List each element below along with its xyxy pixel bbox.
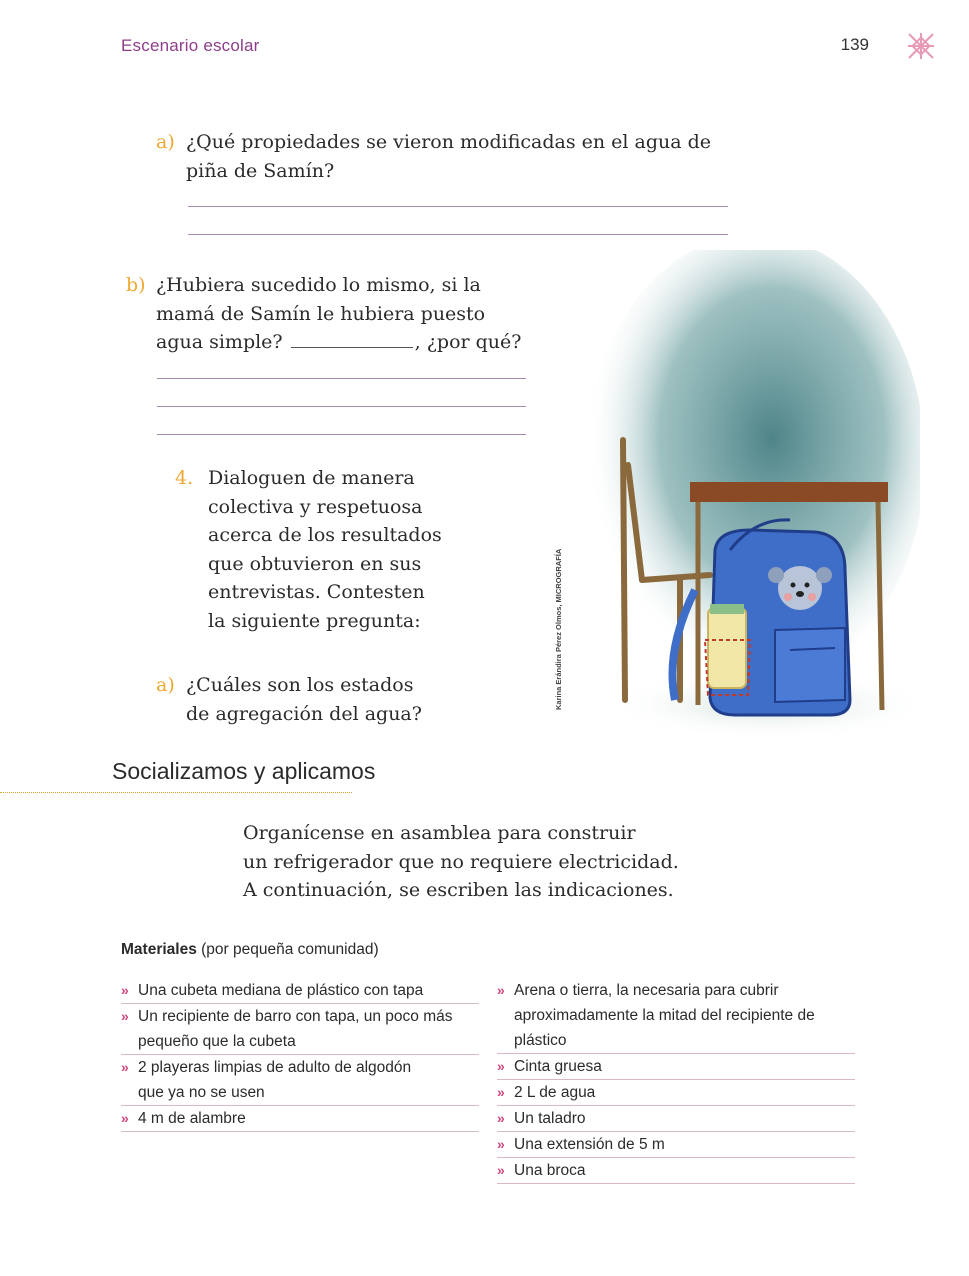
- material-item: » 2 L de agua: [497, 1080, 855, 1106]
- chevron-right-icon: »: [121, 1110, 129, 1126]
- chevron-right-icon: »: [121, 1059, 129, 1075]
- intro-line: un refrigerador que no requiere electricidad.: [243, 850, 679, 873]
- illustration-credit: Karina Erándira Pérez Olmos, MICROGRAFÍA: [554, 548, 563, 710]
- material-item: » Un recipiente de barro con tapa, un poco más pequeño que la cubeta: [121, 1004, 479, 1055]
- materials-list-right: [497, 978, 855, 1184]
- material-item: » Una broca: [497, 1158, 855, 1184]
- chevron-right-icon: »: [497, 982, 505, 998]
- chevron-right-icon: »: [121, 982, 129, 998]
- answer-line[interactable]: [188, 206, 728, 207]
- question-text-line: ¿Cuáles son los estados: [186, 674, 414, 696]
- material-item: » Cinta gruesa: [497, 1054, 855, 1080]
- section-header: Escenario escolar: [121, 36, 260, 55]
- question-text-line: piña de Samín?: [186, 159, 335, 182]
- answer-line[interactable]: [157, 434, 526, 435]
- activity-text-line: colectiva y respetuosa: [208, 495, 423, 518]
- inline-answer-blank[interactable]: [291, 329, 413, 348]
- question-a-properties: [156, 128, 712, 185]
- question-text-fragment: , ¿por qué?: [414, 331, 522, 353]
- chevron-right-icon: »: [497, 1110, 505, 1126]
- page-number: 139: [840, 35, 869, 54]
- activity-4-dialogue: [175, 464, 442, 635]
- intro-paragraph: [243, 819, 679, 905]
- question-a-states-of-water: [156, 671, 422, 728]
- intro-line: Organícense en asamblea para construir: [243, 822, 636, 844]
- question-b-simple-water: [126, 271, 522, 357]
- question-letter: a): [156, 131, 175, 153]
- materials-heading-bold: Materiales: [121, 941, 197, 958]
- answer-line[interactable]: [188, 234, 728, 235]
- chevron-right-icon: »: [121, 1008, 129, 1024]
- materials-heading: [121, 941, 379, 959]
- chevron-right-icon: »: [497, 1136, 505, 1152]
- answer-line[interactable]: [157, 378, 526, 379]
- question-letter: b): [126, 274, 146, 296]
- material-item: » 4 m de alambre: [121, 1106, 479, 1132]
- materials-list-left: [121, 978, 479, 1132]
- material-item: » 2 playeras limpias de adulto de algodón que ya no se usen: [121, 1055, 479, 1106]
- section-title: Socializamos y aplicamos: [112, 758, 376, 784]
- activity-number: 4.: [175, 467, 194, 489]
- material-item: » Arena o tierra, la necesaria para cubrir aproximadamente la mitad del recipiente de plástico: [497, 978, 855, 1054]
- question-text-line: mamá de Samín le hubiera puesto: [156, 302, 486, 325]
- question-text-fragment: agua simple?: [156, 331, 283, 353]
- chevron-right-icon: »: [497, 1084, 505, 1100]
- material-item: » Un taladro: [497, 1106, 855, 1132]
- material-item: » Una extensión de 5 m: [497, 1132, 855, 1158]
- activity-text-line: acerca de los resultados: [208, 524, 442, 546]
- intro-line: A continuación, se escriben las indicaciones.: [243, 879, 674, 901]
- answer-line[interactable]: [157, 406, 526, 407]
- question-text-line: ¿Qué propiedades se vieron modificadas en el agua de: [186, 131, 712, 153]
- material-item: » Una cubeta mediana de plástico con tapa: [121, 978, 479, 1004]
- question-text-line: de agregación del agua?: [186, 702, 422, 725]
- chevron-right-icon: »: [497, 1058, 505, 1074]
- chevron-right-icon: »: [497, 1162, 505, 1178]
- activity-text-line: que obtuvieron en sus: [208, 552, 422, 575]
- question-text-line: ¿Hubiera sucedido lo mismo, si la: [156, 274, 481, 296]
- question-text-line: [156, 328, 521, 357]
- decorative-emblem-icon: [905, 30, 937, 62]
- section-divider: [0, 792, 352, 793]
- activity-text-line: la siguiente pregunta:: [208, 609, 421, 632]
- question-letter: a): [156, 674, 175, 696]
- activity-text-line: entrevistas. Contesten: [208, 581, 425, 603]
- materials-heading-note: (por pequeña comunidad): [196, 941, 379, 958]
- backpack-under-desk-illustration: [550, 250, 920, 750]
- activity-text-line: Dialoguen de manera: [208, 467, 415, 489]
